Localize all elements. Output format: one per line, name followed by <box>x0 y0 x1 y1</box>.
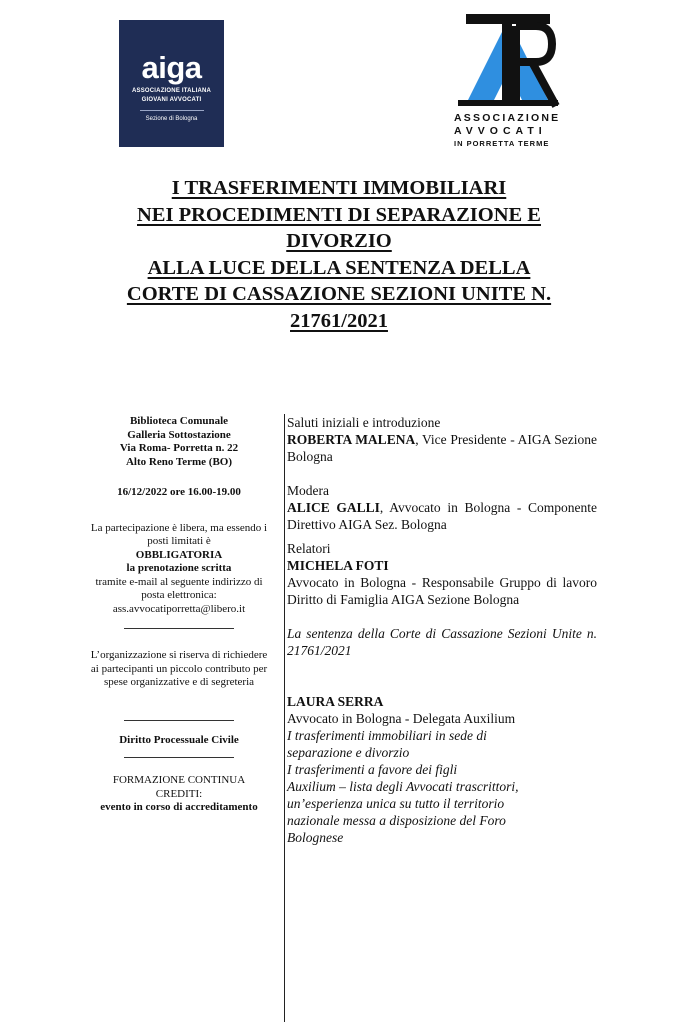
speaker2-name: LAURA SERRA <box>287 694 384 709</box>
speakers-label: Relatori <box>287 541 331 556</box>
speaker2-topic-line: I trasferimenti immobiliari in sede di <box>287 728 487 743</box>
speaker1-name: MICHELA FOTI <box>287 558 389 573</box>
greeting-speaker <box>287 431 597 465</box>
fee-note-line: L’organizzazione si riserva di richiedere <box>90 649 268 661</box>
venue-line: Via Roma- Porretta n. 22 <box>119 442 239 454</box>
speaker2-role: Avvocato in Bologna - Delegata Auxilium <box>287 711 516 726</box>
title-line: ALLA LUCE DELLA SENTENZA DELLA <box>147 256 531 279</box>
title-line: NEI PROCEDIMENTI DI SEPARAZIONE E <box>137 203 541 226</box>
atp-logo-line1: ASSOCIAZIONE <box>454 112 561 124</box>
moderator-label: Modera <box>287 483 329 498</box>
greeting-role: , Vice Presidente - AIGA Sezione Bologna <box>287 432 597 464</box>
page-title <box>40 175 638 334</box>
venue-line: Galleria Sottostazione <box>127 428 231 441</box>
contact-line: posta elettronica: <box>141 589 217 601</box>
speaker2-topic-line: nazionale messa a disposizione del Foro <box>287 813 506 828</box>
title-line: 21761/2021 <box>290 309 388 332</box>
speaker2-topic-line: un’esperienza unica su tutto il territorio <box>287 796 505 811</box>
moderator-role: , Avvocato in Bologna - Componente Direttivo AIGA Sez. Bologna <box>287 500 597 532</box>
event-info-column <box>75 415 283 815</box>
fee-note-line: spese organizzative e di segreteria <box>103 676 255 688</box>
moderator-name: ALICE GALLI <box>287 500 380 515</box>
title-line: I TRASFERIMENTI IMMOBILIARI <box>171 177 507 199</box>
title-line: DIVORZIO <box>286 230 392 252</box>
speaker2-topic-line: I trasferimenti a favore dei figli <box>287 762 458 777</box>
separator <box>124 757 234 758</box>
atp-logo-line3: IN PORRETTA TERME <box>454 139 550 148</box>
speaker2-topic-line: Bolognese <box>287 830 344 845</box>
column-divider <box>284 414 285 1022</box>
title-line: CORTE DI CASSAZIONE SEZIONI UNITE N. <box>126 283 552 305</box>
aiga-logo-divider <box>140 110 204 111</box>
fee-note-line: ai partecipanti un piccolo contributo per <box>90 662 268 675</box>
program-column <box>287 414 597 846</box>
separator <box>124 628 234 629</box>
booking-text: la prenotazione scritta <box>126 562 232 574</box>
atp-logo-emblem-icon <box>452 12 564 108</box>
aiga-logo-mark: aiga <box>141 50 202 85</box>
speaker1-role: Avvocato in Bologna - Responsabile Gruppo di lavoro Diritto di Famiglia AIGA Sezione Bologna <box>287 575 597 607</box>
speaker2-topic-line: separazione e divorzio <box>287 745 410 760</box>
moderator <box>287 499 597 533</box>
atp-logo-line2: AVVOCATI <box>454 125 547 137</box>
aiga-logo-sub2: GIOVANI AVVOCATI <box>141 97 202 103</box>
aiga-logo-section: Sezione di Bologna <box>145 116 198 122</box>
participation-line: La partecipazione è libera, ma essendo i <box>90 521 268 534</box>
accreditation-text: evento in corso di accreditamento <box>100 801 258 813</box>
speaker1-topic: La sentenza della Corte di Cassazione Sezioni Unite n. 21761/2021 <box>287 626 597 658</box>
event-date: 16/12/2022 ore 16.00-19.00 <box>117 486 241 498</box>
participation-line: posti limitati è <box>147 535 211 547</box>
greeting-label: Saluti iniziali e introduzione <box>287 415 441 430</box>
training-line: CREDITI: <box>155 787 203 800</box>
contact-line: tramite e-mail al seguente indirizzo di <box>95 575 263 588</box>
greeting-name: ROBERTA MALENA <box>287 432 416 447</box>
mandatory-text: OBBLIGATORIA <box>135 548 223 561</box>
separator <box>124 720 234 721</box>
venue-line: Biblioteca Comunale <box>129 415 229 427</box>
contact-email[interactable]: ass.avvocatiporretta@libero.it <box>112 602 246 615</box>
speaker2-topic-line: Auxilium – lista degli Avvocati trascrittori, <box>287 779 519 794</box>
atp-logo <box>448 12 568 152</box>
aiga-logo <box>119 20 224 147</box>
venue-line: Alto Reno Terme (BO) <box>125 455 232 468</box>
training-line: FORMAZIONE CONTINUA <box>112 774 246 786</box>
aiga-logo-sub1: ASSOCIAZIONE ITALIANA <box>131 88 212 94</box>
subject-area: Diritto Processuale Civile <box>119 733 239 746</box>
